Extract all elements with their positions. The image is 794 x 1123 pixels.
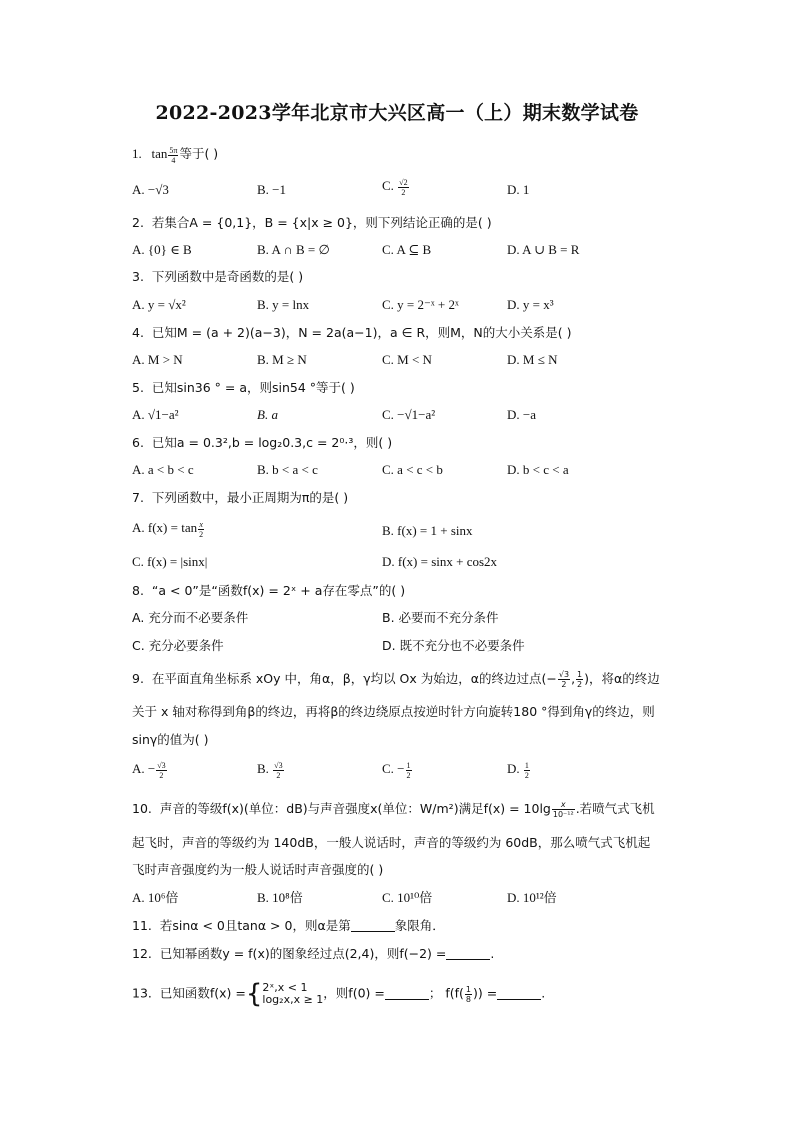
answer-blank[interactable] [446,947,490,960]
question-number: 10. [132,801,152,816]
option-d: D. A ∪ B = R [507,242,580,257]
question-text: 若集合A = {0,1}，B = {x|x ≥ 0}，则下列结论正确的是( ) [151,215,492,230]
question-number: 3. [132,269,144,284]
option-c: C. −√1−a² [382,407,436,422]
option-b: B. f(x) = 1 + sinx [382,523,473,538]
question-9: 9. 在平面直角坐标系 xOy 中，角α，β，γ均以 Ox 为始边，α的终边过点(− $\frac{√3}{2}$ , $\frac{1}{2}$ )，将α的终边 [132,670,660,689]
option-a: A. 10⁶倍 [132,890,179,905]
option-a: A. f(x) = tan $\frac{x}{2}$ [132,519,204,539]
option-b: B. b < a < c [257,462,318,477]
question-text: “a < 0”是“函数f(x) = 2ˣ + a存在零点”的( ) [151,583,406,598]
option-d: D. 10¹²倍 [507,890,557,905]
page-title: 2022-2023学年北京市大兴区高一（上）期末数学试卷 [155,102,639,124]
option-b: B. a [257,407,278,422]
option-a: A. 充分而不必要条件 [132,610,249,625]
option-d: D. 既不充分也不必要条件 [382,638,525,653]
option-b: B. −1 [257,182,287,197]
question-number: 9. [132,671,144,686]
option-d: D. f(x) = sinx + cos2x [382,554,498,569]
question-6 [132,434,392,452]
option-a: A. {0} ∈ B [132,242,192,257]
option-d: D. $\frac{1}{2}$ [507,760,529,780]
question-number: 7. [132,490,144,505]
question-number: 4. [132,325,144,340]
option-d: D. y = x³ [507,297,554,312]
question-7 [132,489,348,507]
option-d: D. M ≤ N [507,352,558,367]
question-number: 2. [132,215,144,230]
question-10: 10. 声音的等级f(x)(单位：dB)与声音强度x(单位：W/m²)满足f(x) = 10lg $\frac{x}{\text{10⁻¹²}}$ .若喷气式飞机 [132,800,655,819]
question-number: 13. [132,985,152,1001]
option-a: A. a < b < c [132,462,194,477]
option-a: A. y = √x² [132,297,186,312]
question-13: 13. 已知函数f(x) ={ 2ˣ,x < 1 log₂x,x ≥ 1 ，则f(0) = ； f(f( $\frac{1}{8}$ )) = . [132,979,546,1009]
fraction: $\frac{5\pi}{4}$ [169,145,178,165]
question-text: 下列函数中是奇函数的是( ) [151,269,304,284]
question-2 [132,214,492,232]
option-b: B. 10⁸倍 [257,890,303,905]
question-text: 已知M = (a + 2)(a−3)，N = 2a(a−1)，a ∈ R，则M，N的大小关系是( ) [151,325,572,340]
question-number: 1. [132,146,142,161]
option-a: A. M > N [132,352,183,367]
question-number: 5. [132,380,144,395]
question-text: 下列函数中，最小正周期为π的是( ) [151,490,349,505]
option-c: C. a < c < b [382,462,443,477]
option-c: C. y = 2⁻ˣ + 2ˣ [382,297,459,312]
question-text: 已知sin36 ° = a，则sin54 °等于( ) [151,380,355,395]
question-10-line-2: 起飞时，声音的等级约为 140dB，一般人说话时，声音的等级约为 60dB，那么喷气式飞机起 [132,835,651,850]
answer-blank-1[interactable] [385,987,429,1000]
option-a: A. −√3 [132,182,169,197]
question-number: 8. [132,583,144,598]
option-c: C. 10¹⁰倍 [382,890,433,905]
option-c: C. f(x) = |sinx| [132,554,208,569]
option-b: B. $\frac{√3}{2}$ [257,760,283,780]
option-c: C. A ⊆ B [382,242,432,257]
option-c: C. − $\frac{1}{2}$ [382,760,411,780]
question-number: 11. [132,918,152,933]
question-10-line-3: 飞时声音强度约为一般人说话时声音强度的( ) [132,862,384,877]
option-d: D. 1 [507,182,530,197]
option-a: A. √1−a² [132,407,179,422]
question-9-line-2: 关于 x 轴对称得到角β的终边，再将β的终边绕原点按逆时针方向旋转180 °得到角γ的终边，则 [132,704,655,719]
question-4 [132,324,572,342]
question-1: 1. tan $\frac{5\pi}{4}$ 等于( ) [132,145,219,165]
question-text: 已知a = 0.3²,b = log₂0.3,c = 2⁰·³，则( ) [151,435,393,450]
piecewise-cases: 2ˣ,x < 1 log₂x,x ≥ 1 [262,981,324,1006]
option-d: D. b < c < a [507,462,569,477]
question-12: 12. 已知幂函数y = f(x)的图象经过点(2,4)，则f(−2) = . [132,946,495,961]
option-d: D. −a [507,407,536,422]
option-b: B. y = lnx [257,297,310,312]
question-9-line-3: sinγ的值为( ) [132,732,209,747]
question-8 [132,582,405,600]
option-b: B. M ≥ N [257,352,307,367]
option-a: A. − $\frac{√3}{2}$ [132,760,166,780]
option-c: C. $\frac{√2}{2}$ [382,177,408,197]
question-number: 6. [132,435,144,450]
option-b: B. A ∩ B = ∅ [257,242,330,257]
option-c: C. M < N [382,352,432,367]
question-11: 11. 若sinα < 0且tanα > 0，则α是第 象限角． [132,918,445,933]
answer-blank[interactable] [351,919,395,932]
question-3 [132,268,303,286]
answer-blank-2[interactable] [497,987,541,1000]
option-c: C. 充分必要条件 [132,638,224,653]
option-b: B. 必要而不充分条件 [382,610,499,625]
question-5 [132,379,355,397]
question-number: 12. [132,946,152,961]
